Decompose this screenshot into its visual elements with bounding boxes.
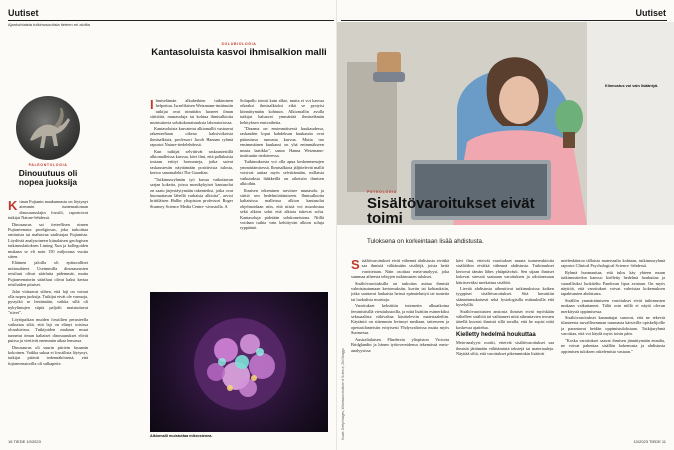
article-paragraph: Ryhmä huomauttaa, että tulos käy yhteen muun tutkimustiedon kanssa: kielletty hedelmä houkuttaa ja vaarallisiksi luokiteltu Pandoran lipas avataan. On myös näyttöä, että varoitukset voivat vahvistaa kokemuksen tapahtumien ahdistusta. [561, 269, 665, 297]
hero-photo-caption: Kiinnostus voi vain lisääntyä. [605, 84, 659, 88]
article-paragraph: kävi ilmi, etteivät varoitukset muuta tunnereaktioita sisältöihin eivätkä vähennä ahdistusta. Tutkimukset kertovat tämän lähes yhtäpitävästi. Sen sijaan ihmiset kokevat stressiä saatuaan varoituksen ja odottaessaan häiritseväksi merkattua sisältöä. [456, 258, 554, 285]
embryo-paragraph: Kun tutkijat selvittivät raskaustestillä alkiomalleissa kasvua, kävi ilmi, että palluksista tosiaan erittyi hormoneja, jotka saivat raskaustestin näyttämään positiivista tulosta, kertoo sanomalehti The Guardian. [150, 148, 233, 176]
fossil-paragraph: Eläimen jaloilla oli epätavalliset mittasuhteet. Useimmilla dinosaurusten reisiluut olivat säärluita pidemmät, mutta Fujianvenatorin sääriluut olivat kaksi kertaa reisiluiden pituiset. [8, 260, 88, 288]
embryo-paragraph: Tutkimuksesta voi olla apua keskenmenojen ymmärtämisessä. Ihmisalkiota jäljittelevät mallit voisivat auttaa myös selvittämään, millaisia vaikutuksia lääkkeillä on oikeisiin ihmisen alkioihin. [240, 159, 324, 187]
article-paragraph: Varoitukset keksittiin internetin alkuaikoina feministisillä viestiulustoilla, ja niitä lisättiin esimerkiksi seksuaalista väkivaltaa käsitteleviin materiaaleihin. Käytäntö on sittemmin levinnyt mediaan, taiteeseen ja opetustilanteisiin erityisesti Yhdysvaltoissa mutta myös Suomessa. [351, 303, 449, 336]
embryo-dropcap: I [150, 98, 154, 112]
headline-block [367, 190, 549, 226]
article-column-1 [351, 258, 449, 440]
fossil-dropcap: K [8, 199, 18, 213]
article-headline: Sisältövaroitukset eivät toimi [367, 195, 535, 227]
fossil-paragraph: Dinosaurus oli suurin piirtein fasaanin kokoinen. Vaikka sukua ei fossiilista löytynyt, tutkijat pitävät todennäköisenä, että fujianvenatorilla oli sulkapeite. [8, 344, 88, 366]
embryo-paragraph: Kantasoluista kasvatetut alkiomallit vastaavat rakenteeltaan oikeaa kaksiviikoista ihmisalkiota, professori Jacob Hannan ryhmä raportoi Nature-tiedelehdessä. [150, 126, 233, 148]
article-kicker: PSYKOLOGIA [367, 190, 397, 194]
article-paragraph: Sisältövaroituksilla on tarkoitus auttaa ihmisiä valmistautumaan kertomuksiin, kuviin tai kohtauksiin, jotka saattavat laukaista heissä epämieluttyä tai tunteita tai luokalisia muistoja. [351, 280, 449, 302]
embryo-column-1 [150, 98, 233, 288]
fossil-paragraph: Löytöpaikan muiden fossiilien perusteella vaikuttaa siltä, että laji on elänyt soisissa olosuhteissa. Tutkijoiden mukaan muut tunnetut ömun kaltaiset dinosaurukset elivät puissa ja viettivät enemmän aikaa lensassa. [8, 316, 88, 344]
article-column-2 [456, 258, 554, 440]
embryo-column-2 [240, 98, 324, 278]
embryo-paragraph: hmiselämän alkuhetkien tutkiminen helpottuu. Israelilaisen Weizmann-instituutin tutkijat ovat nimittäin luoneet ilman siittiöitä, munasolujа tai kohtua ihmisalkioita muistuttavia solukokonaisuuksia laboratoriossa. [150, 98, 233, 125]
fossil-paragraph: iinan Fujianin maakunnasta on löytynyt aiemmin tuntemattoman dinosauruslajin fossiili, raportoivat tutkijat Nature-lehdessä. [8, 199, 88, 221]
section-label: Uutiset [8, 8, 39, 18]
fossil-article-body [8, 199, 88, 437]
embryo-headline: Kantasoluista kasvoi ihmisalkion malli [151, 47, 327, 58]
embryo-photo-caption: Alkiomalli muistuttaa mikrosienea. [150, 434, 213, 438]
article-paragraph: "Koska varoitukset saavat ihmisen jännittymään ennalta, ne voivat pahentaa sisällön kokemusta ja ahdistusta oppimisen tuloksen oskelemista vastaan." [561, 337, 665, 354]
article-paragraph: isältövaroitukset eivät vähennä ahdistusta eivätkä saa ihmisiä välttämään sisältöjä, joista heitä varoitetaan. Näin osoittaa meta-analyysi, joka summaa aiheesta tehtyjen tutkimusten tulokset. [351, 258, 449, 280]
embryo-kicker: SOLUBIOLOGIA [221, 42, 257, 46]
section-label: Uutiset [635, 8, 666, 18]
page-number-right: 10/2023 TIEDE 11 [633, 439, 666, 444]
embryo-paragraph: "Draama on ensimmäisessä kuukaudessa, raskauden loput kahdeksan kuukautta ovat pääasiassa runsasta kasvua. Mutta tuo ensimmäinen kuukausi on yhä enimmäkseen musta laatikko", sanoo Hanna Weizmann-instituutin tiedotteessa. [240, 126, 324, 159]
embryo-paragraph: Solupallo toimii kuin alkio, mutta ei voi kasvaa oikeaksi ihmisalkioksi eikä se pystyisi kiinnittymään kohtuun. Alkiomallin avulla tutkijat haluavat ymmärtää ihmiselämän kehityksen ensivaiheita. [240, 98, 324, 125]
fossil-paragraph: Jalat viittaavat siihen, että laji on voinut olla nopea juoksija. Tutkijat eivät ole varmoja, pystyikö se lentämään, vaikka sillä oli nykylintujen siipiä paljolti muistuttavat "siivet". [8, 288, 88, 316]
article-dropcap: S [351, 258, 360, 272]
article-lede: Tuloksena on korkeintaan lisää ahdistusta. [367, 238, 484, 245]
photo-credit: Kuvat: Getty Images, Weizmann Institute of Science, Zhi Ganggu [341, 348, 345, 440]
fossil-headline: Dinouutuus oli nopea juoksija [18, 168, 78, 188]
right-page [337, 0, 674, 450]
embryo-photo [150, 292, 328, 432]
dinosaur-icon [16, 96, 80, 160]
article-paragraph: Lievää ahdistusta aiheuttivat tutkimuksissa kaiken tyyppiset sisältövaroitukset. Sitä havaittiin säännönmukaisesti sekä fysiologisilla mittauksilla että kyselyillä. [456, 286, 554, 308]
article-subhead: Kielletty hedelmä houkuttaa [456, 332, 536, 339]
article-paragraph: mielenkiintoa tällaista materiaalia kohtaan, tutkimusryhmä raportoi Clinical Psychological Science -lehdessä. [561, 258, 665, 269]
fossil-paragraph: Dinosaurus sai tieteellisen nimen Fujianvenator prodigiosus, joka tarkoittaa omituista tai mahtavaa saalistajaa Fujianista. Löydöstä analysoineen kiinalaisen geologisen tutkimuslaitoksen Liming Xun ja kollegoiden mukaan se eli noin 150 miljoonaa vuotta sitten. [8, 221, 88, 260]
article-column-3 [561, 258, 665, 440]
page-number-left: 16 TIEDE 10/2023 [8, 439, 41, 444]
embryo-paragraph: "Tutkimusryhmän työ kuvaa vaikuttavan sarjan kokeita, joissa monikykyiset kantasolut on saatu järjestäytymään rakenteiksi, jotka ovat huomattavan lähellä varhaisia alkioita", arvioi brittiläisen Hullin yliopiston professori Roger Sturmey Science Media Centre -sivustolla. A [150, 176, 233, 209]
section-subtitle: Ajankohtaista tutkimusuutisia tieteen eri aloilta [8, 22, 90, 27]
article-paragraph: Sisältövaroitusten ansiosta ihmiset eivät myöskään vältelleet sisältöä tai vaihtaneet niitä aiheuttavien teosten äärellä kuvaisi ihmisiä sillä tavalla, että he sopisi niitä koskevaa ajattelua. [456, 308, 554, 330]
header-rule [8, 20, 334, 21]
dinosaur-illustration [16, 96, 80, 160]
article-paragraph: Australialaisen Flindersin yliopiston Victoria Bridglandin ja hänen työtovereidensa tekemässä meta-analyysissa [351, 336, 449, 353]
article-paragraph: Sisältövaroitukset kannattajat sanovat, että ne tekevät tilanteesta turvallisemman traumasta kärsiville opiskelijoille ja parantavat heidän oppimistuloksiaan. Tutkijaryhmä varoittaa, että voi käydä myös toisin päin. [561, 315, 665, 337]
article-paragraph: Sisällön ymmärtämiseen varoitukset eivät tutkimusten mukaan vaikuttaneet. Tältä osin niillä ei näytä olevan merkitystä oppimisessa. [561, 297, 665, 314]
header-rule [341, 20, 667, 21]
embryo-cluster-icon [150, 292, 328, 432]
embryo-paragraph: Ihmisen tekeminen tarvitsee munasolu ja siittiö sen hedelmöittämiseen. Ihmisalkioita kaltaisissa malleissa alkion kantasolut ohjelmoidaan niin, että niistä voi muodostua sekä alkion solut että alkiota tukevat solut. Kantasoluja pidetään solukoneistona. Niillä voidaan tutkia vain kehittyvän alkion soluja ryppäänä. [240, 187, 324, 231]
article-paragraph: Meta-analyysi osoitti, etteivät sisältövaroitukset saa ihmisiä jättämään välittämästä tekstejä tai materiaaleja. Näyttää siltä, että varoitukset pikemminkin lisäävät [456, 340, 554, 357]
fossil-kicker: PALEONTOLOGIA [28, 163, 68, 167]
